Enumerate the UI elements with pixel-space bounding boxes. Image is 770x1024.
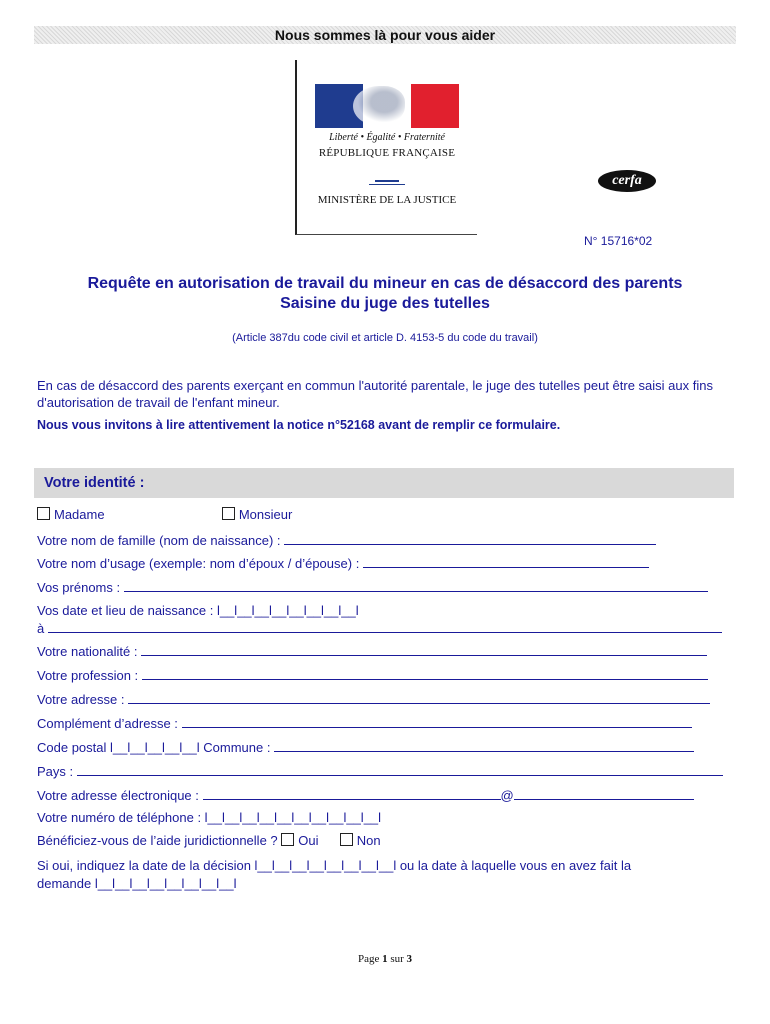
title-line-1: Requête en autorisation de travail du mineur en cas de désaccord des parents	[87, 275, 683, 292]
usage-name-field[interactable]	[363, 555, 649, 568]
usage-name-row	[37, 555, 649, 571]
family-name-label: Votre nom de famille (nom de naissance) :	[37, 533, 281, 548]
section-identity-header: Votre identité :	[34, 468, 734, 498]
address-field[interactable]	[128, 691, 710, 704]
legal-aid-yes-label: Oui	[298, 833, 319, 848]
notice-text: Nous vous invitons à lire attentivement la notice n°52168 avant de remplir ce formulaire.	[37, 418, 561, 432]
decision-date-field[interactable]: Si oui, indiquez la date de la décision l__l__l__l__l__l__l__l__l ou la date à laquelle vous en avez fait la	[37, 858, 632, 873]
phone-field[interactable]: Votre numéro de téléphone : l__l__l__l__l__l__l__l__l__l__l	[37, 810, 382, 825]
email-domain-field[interactable]	[514, 787, 694, 800]
email-at-sign: @	[500, 788, 514, 803]
nationality-field[interactable]	[141, 643, 707, 656]
nationality-row	[37, 643, 707, 659]
profession-label: Votre profession :	[37, 668, 139, 683]
country-field[interactable]	[77, 763, 723, 776]
email-user-field[interactable]	[203, 787, 501, 800]
request-date-field[interactable]: demande l__l__l__l__l__l__l__l__l	[37, 876, 237, 891]
birth-place-field[interactable]	[48, 620, 722, 633]
country-row	[37, 763, 723, 779]
republic-name: RÉPUBLIQUE FRANÇAISE	[318, 147, 456, 159]
commune-label: Commune :	[203, 740, 271, 755]
nationality-label: Votre nationalité :	[37, 644, 138, 659]
legal-aid-no-label: Non	[356, 833, 381, 848]
monsieur-label: Monsieur	[238, 507, 293, 522]
ministry-name: MINISTÈRE DE LA JUSTICE	[317, 194, 457, 206]
republic-motto: Liberté • Égalité • Fraternité	[329, 132, 445, 143]
decision-row	[37, 858, 631, 873]
birth-date-field[interactable]: Vos date et lieu de naissance : l__l__l__l__l__l__l__l__l	[37, 603, 359, 618]
first-names-field[interactable]	[124, 579, 708, 592]
email-row	[37, 787, 694, 803]
address-complement-field[interactable]	[182, 715, 692, 728]
legal-articles: (Article 387du code civil et article D. 4153-5 du code du travail)	[232, 332, 538, 344]
email-label: Votre adresse électronique :	[37, 788, 199, 803]
usage-name-label: Votre nom d’usage (exemple: nom d’époux / d’épouse) :	[37, 556, 360, 571]
first-names-row	[37, 579, 708, 595]
birth-place-label: à	[37, 621, 45, 636]
postal-code-field[interactable]: Code postal l__l__l__l__l__l	[37, 740, 200, 755]
legal-aid-label: Bénéficiez-vous de l’aide juridictionnelle ?	[37, 833, 278, 848]
footer-sur: sur	[390, 953, 404, 965]
first-names-label: Vos prénoms :	[37, 580, 121, 595]
request-row	[37, 876, 237, 891]
address-complement-row	[37, 715, 692, 731]
legal-aid-no-checkbox[interactable]	[340, 833, 353, 846]
birth-row	[37, 603, 359, 618]
page-title	[20, 274, 750, 314]
republic-logo	[295, 60, 477, 235]
title-line-2: Saisine du juge des tutelles	[280, 295, 490, 312]
legal-aid-row	[37, 833, 381, 848]
cerfa-logo: cerfa	[598, 170, 656, 192]
postal-row	[37, 739, 694, 755]
phone-row	[37, 810, 381, 825]
monsieur-checkbox[interactable]	[222, 507, 235, 520]
marianne-icon	[353, 86, 405, 126]
help-banner[interactable]: Nous sommes là pour vous aider	[34, 26, 736, 44]
legal-aid-yes-checkbox[interactable]	[281, 833, 294, 846]
address-row	[37, 691, 710, 707]
madame-label: Madame	[54, 507, 105, 522]
footer-page-total: 3	[406, 953, 413, 965]
intro-text: En cas de désaccord des parents exerçant en commun l'autorité parentale, le juge des tutelles peut être saisi aux fins d'autorisation de travail de l'enfant mineur.	[37, 378, 713, 410]
birth-place-row	[37, 620, 722, 636]
commune-field[interactable]	[274, 739, 694, 752]
footer-page-word: Page	[357, 953, 380, 965]
footer-page-number: 1	[382, 953, 388, 965]
profession-field[interactable]	[142, 667, 708, 680]
address-label: Votre adresse :	[37, 692, 125, 707]
family-name-row	[37, 532, 656, 548]
form-number: N° 15716*02	[584, 234, 653, 248]
profession-row	[37, 667, 708, 683]
madame-checkbox[interactable]	[37, 507, 50, 520]
address-complement-label: Complément d’adresse :	[37, 716, 178, 731]
country-label: Pays :	[37, 764, 74, 779]
civility-row	[37, 507, 292, 522]
family-name-field[interactable]	[284, 532, 656, 545]
page-footer	[0, 953, 770, 965]
